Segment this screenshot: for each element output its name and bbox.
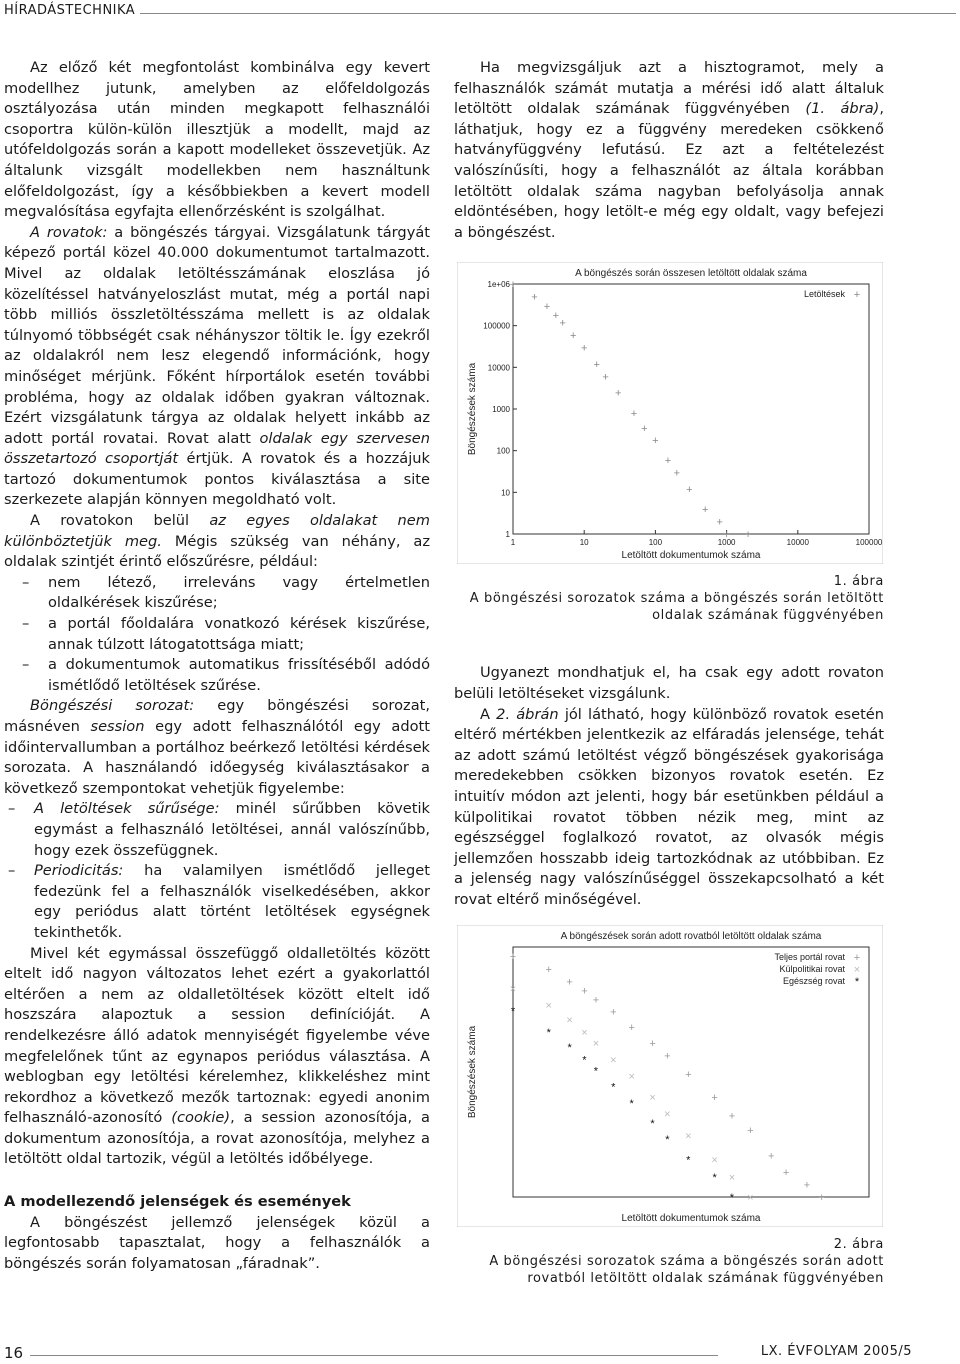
figure-2-chart: [457, 925, 883, 1227]
data-point: ×: [664, 1108, 671, 1121]
data-point: +: [803, 1179, 811, 1192]
legend-label: Külpolitikai rovat: [779, 964, 845, 974]
data-point: +: [545, 963, 552, 976]
data-point: +: [543, 300, 551, 313]
paragraph: A böngészést jellemző jelenségek közül a legfontosabb tapasztalat, hogy a felhasználók a böngészés során folyamatosan „fáradnak”.: [4, 1213, 430, 1272]
x-tick-label: 1000: [717, 538, 736, 547]
data-point: ×: [545, 1000, 552, 1013]
data-point: +: [728, 1110, 736, 1123]
data-point: +: [818, 1192, 825, 1204]
figure-1-caption: [464, 573, 884, 624]
data-point: +: [569, 329, 577, 342]
data-point: +: [768, 1150, 775, 1163]
legend-label: Letöltések: [803, 289, 845, 299]
figure-2-caption: [464, 1236, 884, 1287]
data-point: *: [582, 1054, 587, 1067]
data-point: +: [711, 1092, 718, 1105]
x-tick-label: 100000: [855, 538, 883, 547]
section-heading: A modellezendő jelenségek és események: [4, 1193, 351, 1211]
caption-number: 1. ábra: [833, 574, 884, 589]
chart-title: A böngészések során adott rovatból letöltött oldalak száma: [560, 931, 822, 942]
data-point: +: [664, 454, 672, 467]
data-point: +: [610, 1006, 617, 1019]
caption-text: A böngészési sorozatok száma a böngészés során adott rovatból letöltött oldalak számának függvényében: [489, 1254, 884, 1286]
x-tick-label: 10000: [786, 538, 809, 547]
data-point: ×: [566, 1014, 573, 1027]
page-footer: [0, 1344, 960, 1364]
data-point: *: [546, 1027, 551, 1040]
data-point: +: [747, 1125, 754, 1138]
y-tick-label: 10000: [487, 363, 510, 373]
list-item: – Periodicitás: ha valamilyen ismétlődő jelleget fedezünk fel a felhasználók viselkedésében, akkor egy periódus alatt történt letöltések egységnek tekinthetők.: [8, 862, 430, 941]
figure-1-chart: [457, 262, 883, 564]
list-item: – nem létező, irreleváns vagy értelmetlen oldalkérések kiszűrése;: [22, 573, 430, 612]
data-point: *: [686, 1154, 691, 1167]
data-point: +: [628, 1022, 635, 1035]
list-item: – A letöltések sűrűsége: minél sűrűbben követik egymást a felhasználó letöltései, annál valószínűbb, hogy ezek összefüggnek.: [8, 800, 431, 859]
term: A rovatok:: [30, 223, 108, 241]
page-number: 16: [4, 1344, 24, 1362]
paragraph: Ugyanezt mondhatjuk el, ha csak egy adott rovaton belüli letöltéseket vizsgálunk.: [454, 664, 884, 702]
x-axis-label: Letöltött dokumentumok száma: [621, 550, 761, 561]
y-tick-label: 10: [501, 488, 510, 498]
y-tick-label: 1e+06: [487, 280, 510, 289]
data-point: +: [686, 484, 693, 497]
data-point: +: [685, 1068, 692, 1081]
volume-label: LX. ÉVFOLYAM 2005/5: [760, 1344, 912, 1359]
x-tick-label: 1: [510, 538, 516, 547]
y-tick-label: 100: [496, 446, 510, 456]
legend-label: Egészség rovat: [782, 976, 845, 986]
caption-text: A böngészési sorozatok száma a böngészés során letöltött oldalak számának függvényében: [469, 591, 884, 623]
data-point: +: [531, 291, 538, 304]
data-point: ×: [610, 1054, 617, 1067]
paragraph: Ha megvizsgáljuk azt a hisztogramot, mely a felhasználók számát mutatja a mérési idő alatt általuk letöltött oldalak számának függvényében (1. ábra), láthatjuk, hogy ez a függvény meredeken csökkenő hatványfüggvény lefutású. Ez azt a feltételezést valószínűsíti, hogy a felhasználót az általa korábban letöltött oldalak száma nagyban befolyásolja annak eldöntésében, hogy letölt-e még egy oldalt, vagy befejezi a böngészést.: [454, 59, 884, 241]
paragraph: Az előző két megfontolást kombinálva egy kevert modellhez jutunk, amelyben az előfeldolgozás osztályozása után minden megkapott felhasználói csoportra külön-külön illesztjük a modellt, majd az utófeldolgozás során a kapott modelleket összevetjük. Az általunk vizsgált modellekben nem használtunk előfeldolgozást, így a későbbiekben a kevert modell megvalósítása egyfajta ellenőrzésként is szolgálhat.: [4, 59, 430, 221]
term: A letöltések sűrűsége:: [34, 800, 220, 818]
data-point: ×: [592, 1037, 600, 1050]
data-point: *: [510, 1005, 516, 1018]
data-point: ×: [711, 1154, 718, 1167]
term: (cookie): [171, 1109, 231, 1127]
figure-reference: (1. ábra): [805, 100, 880, 118]
legend-marker: +: [853, 952, 861, 964]
footer-rule: [30, 1355, 718, 1356]
x-axis-label: Letöltött dokumentumok száma: [621, 1213, 761, 1224]
data-point: *: [629, 1098, 634, 1111]
legend-marker: +: [853, 289, 861, 301]
x-tick-label: 10: [579, 538, 589, 547]
data-point: +: [649, 1037, 656, 1050]
data-point: +: [652, 435, 659, 448]
data-point: ×: [581, 1027, 588, 1040]
data-point: *: [650, 1117, 655, 1130]
paragraph: A rovatokon belül az egyes oldalakat nem különböztetjük meg. Mégis szükség van néhány, az oldalak szintjét érintő előszűrésre, például:: [4, 512, 430, 571]
data-point: *: [593, 1065, 599, 1078]
data-point: +: [782, 1166, 790, 1179]
paragraph: A 2. ábrán jól látható, hogy különböző rovatok esetén eltérő mértékben jelentkezik az elfáradás jelensége, tehát az adott számú letöltést végző böngészések gyakorisága meredekebben csökken bizonyos rovatok esetén. Ez intuitív módon azt jelenti, hogy bár esetünkben például a külpolitikai rovatot többen nézik meg, mint az egészséggel foglalkozó rovatot, az olvasók mégis jellemzően hosszabb ideig tartozkódnak az utóbbiban. Ez a jelenség nagy valószínűséggel összekapcsolható a két rovat eltérő minőségével.: [454, 705, 885, 908]
paragraph: Mivel két egymással összefüggő oldalletöltés között eltelt idő nagyon változatos lehet ezért a gyakorlattól eltérően a nem az oldalletöltések között eltelt idő hoszszára alapoztuk a session definícióját. A rendelkezésre álló adatok mennyiségét figyelembe véve megfelelőnek tűnt az egynapos periódus választása. A weblogban egy letöltési kérelemhez, klikkeléshez mint rekordhoz a következő mezők tartoznak: egyedi anonim felhasználó-azonosító (cookie), a session azonosítója, a dokumentum azonosítója, a rovat azonosítója, melyhez a letöltött oldal tartozik, végül a letöltés időbélyege.: [4, 944, 430, 1168]
legend-label: Teljes portál rovat: [774, 952, 845, 962]
data-point: ×: [685, 1130, 692, 1143]
data-point: +: [614, 387, 622, 400]
list-item: – a portál főoldalára vonatkozó kérések kiszűrése, annak túlzott látogatottsága miatt;: [22, 615, 430, 653]
data-point: +: [673, 467, 681, 480]
y-axis-label: Böngészések száma: [467, 362, 478, 456]
data-point: +: [509, 279, 517, 291]
emphasis: oldalak egy szervesen összetartozó csoportját: [4, 429, 431, 468]
data-point: *: [567, 1041, 572, 1054]
chart-background: [457, 262, 883, 564]
data-point: +: [602, 371, 609, 384]
data-point: +: [559, 317, 566, 330]
caption-number: 2. ábra: [833, 1237, 884, 1252]
data-point: *: [712, 1172, 717, 1185]
figure-1: [457, 262, 883, 564]
data-point: *: [611, 1081, 616, 1094]
legend-marker: ×: [853, 964, 861, 976]
data-point: +: [641, 422, 648, 435]
y-axis-label: Böngészések száma: [467, 1025, 478, 1119]
data-point: +: [701, 503, 709, 516]
data-point: +: [593, 359, 600, 372]
data-point: *: [729, 1192, 735, 1204]
chart-title: A böngészés során összesen letöltött oldalak száma: [575, 268, 807, 279]
data-point: +: [552, 310, 560, 323]
data-point: +: [716, 516, 723, 529]
page-header: [0, 0, 960, 28]
y-tick-label: 1000: [492, 405, 510, 414]
data-point: ×: [628, 1071, 635, 1084]
emphasis: az egyes oldalakat nem különböztetjük meg.: [4, 512, 430, 550]
data-point: +: [580, 342, 588, 355]
data-point: +: [509, 951, 517, 964]
left-column: [4, 58, 430, 1274]
data-point: +: [630, 408, 638, 421]
data-point: *: [665, 1133, 670, 1146]
data-point: ×: [509, 983, 517, 996]
data-point: ×: [747, 1192, 754, 1204]
data-point: +: [592, 994, 600, 1007]
header-rule: [140, 13, 956, 14]
term: session: [90, 718, 145, 735]
data-point: +: [664, 1050, 671, 1063]
data-point: +: [723, 529, 730, 541]
figure-2: [457, 925, 883, 1227]
paragraph: Böngészési sorozat: egy böngészési sorozat, másnéven session egy adott felhasználótól egy adott időintervallumban a portálhoz beérkező letöltési kérdések sorozata. A használandó időegység kiválasztásakor a következő szempontokat vehetjük figyelembe:: [4, 697, 430, 797]
term: Böngészési sorozat:: [30, 697, 195, 715]
data-point: ×: [728, 1172, 736, 1185]
legend-marker: *: [854, 976, 860, 988]
x-tick-label: 100: [648, 538, 663, 547]
section-label: HÍRADÁSTECHNIKA: [4, 3, 136, 18]
figure-reference: 2. ábrán: [496, 705, 559, 723]
term: Periodicitás:: [34, 862, 124, 880]
data-point: +: [566, 976, 573, 989]
y-tick-label: 100000: [483, 321, 510, 331]
data-point: +: [581, 985, 588, 998]
data-point: +: [744, 529, 752, 541]
list-item: – a dokumentumok automatikus frissítéséből adódó ismétlődő letöltések szűrése.: [22, 656, 430, 694]
paragraph: A rovatok: a böngészés tárgyai. Vizsgálatunk tárgyát képező portál közel 40.000 dokumentumot tartalmazott. Mivel az oldalak letöltésszámának eloszlása jó közelítéssel hatványeloszlást mutat, még a portál napi több milliós összletöltésszáma mellett is az oldalak túlnyomó többségét csak néhányszor töltik le. Így ezekről az oldalakról nem lesz elegendő információnk, hogy minőséget mérjünk. Főként hírportálok esetén további probléma, hogy az oldalak időben gyakran változnak. Ezért vizsgálatunk tárgya az oldalak helyett inkább az adott portál rovatai. Rovat alatt oldalak egy szervesen összetartozó csoportját értjük. A rovatok és a hozzájuk tartozó dokumentumok pontos kiválasztása a site szerkezete alapján könnyen megoldható volt.: [4, 223, 431, 509]
y-tick-label: 1: [505, 530, 510, 539]
data-point: ×: [649, 1092, 656, 1105]
